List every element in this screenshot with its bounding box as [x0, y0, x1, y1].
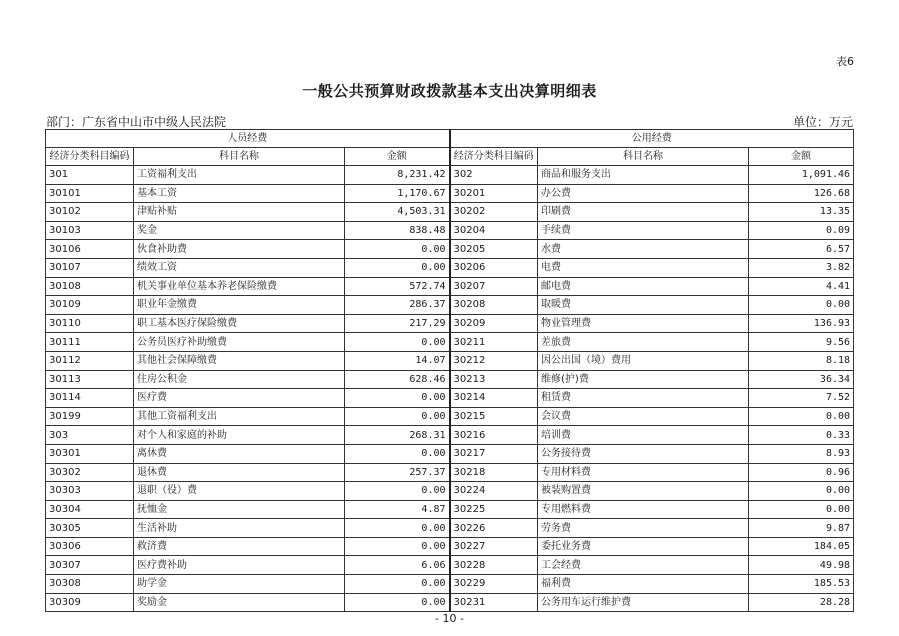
right-name-cell: 差旅费 — [538, 333, 749, 352]
left-amount-cell: 0.00 — [345, 407, 450, 426]
right-amount-cell: 0.33 — [749, 426, 854, 445]
left-name-cell: 公务员医疗补助缴费 — [134, 333, 345, 352]
table-row — [46, 500, 854, 519]
right-name-cell: 专用燃料费 — [538, 500, 749, 519]
right-name-cell: 公务接待费 — [538, 444, 749, 463]
left-amount-cell: 6.06 — [345, 556, 450, 575]
table-row — [46, 203, 854, 222]
left-amount-cell: 0.00 — [345, 258, 450, 277]
left-amount-cell: 572.74 — [345, 277, 450, 296]
page-number: - 10 - — [435, 612, 464, 625]
table-row — [46, 463, 854, 482]
left-name-cell: 医疗费补助 — [134, 556, 345, 575]
left-amount-cell: 1,170.67 — [345, 184, 450, 203]
left-code-cell: 30109 — [46, 296, 134, 315]
right-code-cell: 30214 — [450, 389, 538, 408]
left-name-cell: 助学金 — [134, 575, 345, 594]
left-amount-cell: 0.00 — [345, 537, 450, 556]
table-row — [46, 482, 854, 501]
right-code-cell: 30231 — [450, 593, 538, 612]
right-code-cell: 30228 — [450, 556, 538, 575]
right-code-cell: 30211 — [450, 333, 538, 352]
right-name-cell: 公务用车运行维护费 — [538, 593, 749, 612]
left-code-cell: 30308 — [46, 575, 134, 594]
right-name-cell: 印刷费 — [538, 203, 749, 222]
table-row — [46, 407, 854, 426]
left-name-cell: 机关事业单位基本养老保险缴费 — [134, 277, 345, 296]
right-amount-cell: 136.93 — [749, 314, 854, 333]
right-code-cell: 30201 — [450, 184, 538, 203]
left-name-cell: 其他社会保障缴费 — [134, 351, 345, 370]
right-amount-cell: 0.00 — [749, 500, 854, 519]
right-name-cell: 福利费 — [538, 575, 749, 594]
right-code-cell: 30218 — [450, 463, 538, 482]
left-code-cell: 30111 — [46, 333, 134, 352]
right-amount-cell: 36.34 — [749, 370, 854, 389]
left-name-cell: 工资福利支出 — [134, 166, 345, 185]
column-header-code: 经济分类科目编码 — [450, 148, 538, 166]
left-name-cell: 基本工资 — [134, 184, 345, 203]
left-code-cell: 30108 — [46, 277, 134, 296]
left-code-cell: 30309 — [46, 593, 134, 612]
right-amount-cell: 185.53 — [749, 575, 854, 594]
left-code-cell: 30101 — [46, 184, 134, 203]
right-code-cell: 30229 — [450, 575, 538, 594]
right-code-cell: 30205 — [450, 240, 538, 259]
table-row — [46, 444, 854, 463]
right-name-cell: 邮电费 — [538, 277, 749, 296]
column-header-name: 科目名称 — [134, 148, 345, 166]
left-name-cell: 生活补助 — [134, 519, 345, 538]
table-row — [46, 575, 854, 594]
left-amount-cell: 0.00 — [345, 519, 450, 538]
table-number-label: 表6 — [836, 55, 854, 68]
right-amount-cell: 4.41 — [749, 277, 854, 296]
right-amount-cell: 0.09 — [749, 221, 854, 240]
right-name-cell: 水费 — [538, 240, 749, 259]
left-amount-cell: 0.00 — [345, 333, 450, 352]
left-name-cell: 救济费 — [134, 537, 345, 556]
left-name-cell: 抚恤金 — [134, 500, 345, 519]
right-amount-cell: 0.00 — [749, 482, 854, 501]
right-code-cell: 30207 — [450, 277, 538, 296]
right-name-cell: 因公出国（境）费用 — [538, 351, 749, 370]
right-amount-cell: 9.56 — [749, 333, 854, 352]
right-code-cell: 302 — [450, 166, 538, 185]
column-header-amount: 金额 — [345, 148, 450, 166]
table-row — [46, 593, 854, 612]
right-code-cell: 30212 — [450, 351, 538, 370]
right-name-cell: 物业管理费 — [538, 314, 749, 333]
left-code-cell: 30304 — [46, 500, 134, 519]
table-row — [46, 240, 854, 259]
left-amount-cell: 4,503.31 — [345, 203, 450, 222]
left-code-cell: 30303 — [46, 482, 134, 501]
left-code-cell: 30301 — [46, 444, 134, 463]
left-name-cell: 职业年金缴费 — [134, 296, 345, 315]
table-row — [46, 296, 854, 315]
left-code-cell: 30306 — [46, 537, 134, 556]
page-title: 一般公共预算财政拨款基本支出决算明细表 — [302, 82, 597, 100]
table-row — [46, 519, 854, 538]
right-amount-cell: 126.68 — [749, 184, 854, 203]
right-amount-cell: 8.93 — [749, 444, 854, 463]
left-name-cell: 对个人和家庭的补助 — [134, 426, 345, 445]
table-row — [46, 184, 854, 203]
right-code-cell: 30206 — [450, 258, 538, 277]
left-amount-cell: 268.31 — [345, 426, 450, 445]
right-code-cell: 30216 — [450, 426, 538, 445]
right-amount-cell: 1,091.46 — [749, 166, 854, 185]
table-row — [46, 221, 854, 240]
table-row — [46, 351, 854, 370]
left-amount-cell: 257.37 — [345, 463, 450, 482]
left-name-cell: 职工基本医疗保险缴费 — [134, 314, 345, 333]
right-code-cell: 30208 — [450, 296, 538, 315]
table-row — [46, 389, 854, 408]
table-row — [46, 370, 854, 389]
left-code-cell: 30114 — [46, 389, 134, 408]
right-code-cell: 30217 — [450, 444, 538, 463]
column-header-code: 经济分类科目编码 — [46, 148, 134, 166]
department-label: 部门：广东省中山市中级人民法院 — [46, 115, 227, 129]
left-amount-cell: 0.00 — [345, 389, 450, 408]
left-name-cell: 其他工资福利支出 — [134, 407, 345, 426]
right-amount-cell: 9.87 — [749, 519, 854, 538]
right-amount-cell: 8.18 — [749, 351, 854, 370]
left-name-cell: 奖励金 — [134, 593, 345, 612]
right-name-cell: 培训费 — [538, 426, 749, 445]
right-name-cell: 被装购置费 — [538, 482, 749, 501]
left-name-cell: 退职（役）费 — [134, 482, 345, 501]
right-name-cell: 商品和服务支出 — [538, 166, 749, 185]
right-amount-cell: 0.96 — [749, 463, 854, 482]
unit-label: 单位：万元 — [792, 115, 853, 129]
table-row — [46, 333, 854, 352]
column-header-name: 科目名称 — [538, 148, 749, 166]
public-expense-header: 公用经费 — [450, 130, 854, 148]
table-row — [46, 426, 854, 445]
left-amount-cell: 0.00 — [345, 593, 450, 612]
right-name-cell: 取暖费 — [538, 296, 749, 315]
left-name-cell: 离休费 — [134, 444, 345, 463]
left-code-cell: 30102 — [46, 203, 134, 222]
right-name-cell: 办公费 — [538, 184, 749, 203]
table-row — [46, 314, 854, 333]
left-code-cell: 30112 — [46, 351, 134, 370]
budget-detail-table — [45, 129, 854, 612]
right-amount-cell: 7.52 — [749, 389, 854, 408]
personnel-expense-header: 人员经费 — [46, 130, 450, 148]
left-code-cell: 301 — [46, 166, 134, 185]
right-amount-cell: 6.57 — [749, 240, 854, 259]
left-amount-cell: 0.00 — [345, 482, 450, 501]
table-row — [46, 166, 854, 185]
left-code-cell: 30107 — [46, 258, 134, 277]
right-name-cell: 专用材料费 — [538, 463, 749, 482]
column-header-row — [46, 148, 854, 166]
left-amount-cell: 4.87 — [345, 500, 450, 519]
left-amount-cell: 286.37 — [345, 296, 450, 315]
right-name-cell: 维修(护)费 — [538, 370, 749, 389]
right-name-cell: 委托业务费 — [538, 537, 749, 556]
left-name-cell: 住房公积金 — [134, 370, 345, 389]
left-amount-cell: 0.00 — [345, 575, 450, 594]
column-header-amount: 金额 — [749, 148, 854, 166]
right-amount-cell: 3.82 — [749, 258, 854, 277]
left-name-cell: 伙食补助费 — [134, 240, 345, 259]
right-name-cell: 电费 — [538, 258, 749, 277]
left-code-cell: 30302 — [46, 463, 134, 482]
right-amount-cell: 0.00 — [749, 407, 854, 426]
left-code-cell: 30307 — [46, 556, 134, 575]
right-amount-cell: 28.28 — [749, 593, 854, 612]
left-amount-cell: 838.48 — [345, 221, 450, 240]
right-code-cell: 30215 — [450, 407, 538, 426]
table-row — [46, 556, 854, 575]
left-name-cell: 津贴补贴 — [134, 203, 345, 222]
right-code-cell: 30225 — [450, 500, 538, 519]
left-name-cell: 绩效工资 — [134, 258, 345, 277]
right-code-cell: 30209 — [450, 314, 538, 333]
left-code-cell: 30110 — [46, 314, 134, 333]
left-code-cell: 30113 — [46, 370, 134, 389]
table-row — [46, 277, 854, 296]
table-row — [46, 537, 854, 556]
right-code-cell: 30227 — [450, 537, 538, 556]
right-code-cell: 30226 — [450, 519, 538, 538]
left-amount-cell: 217.29 — [345, 314, 450, 333]
group-header-row — [46, 130, 854, 148]
right-name-cell: 劳务费 — [538, 519, 749, 538]
left-name-cell: 退休费 — [134, 463, 345, 482]
left-amount-cell: 14.07 — [345, 351, 450, 370]
left-code-cell: 30305 — [46, 519, 134, 538]
left-amount-cell: 8,231.42 — [345, 166, 450, 185]
right-code-cell: 30224 — [450, 482, 538, 501]
table-row — [46, 258, 854, 277]
left-code-cell: 30103 — [46, 221, 134, 240]
left-code-cell: 303 — [46, 426, 134, 445]
right-code-cell: 30202 — [450, 203, 538, 222]
right-name-cell: 工会经费 — [538, 556, 749, 575]
left-amount-cell: 628.46 — [345, 370, 450, 389]
left-amount-cell: 0.00 — [345, 240, 450, 259]
right-amount-cell: 49.98 — [749, 556, 854, 575]
left-amount-cell: 0.00 — [345, 444, 450, 463]
right-name-cell: 租赁费 — [538, 389, 749, 408]
left-name-cell: 奖金 — [134, 221, 345, 240]
left-code-cell: 30106 — [46, 240, 134, 259]
right-name-cell: 会议费 — [538, 407, 749, 426]
left-code-cell: 30199 — [46, 407, 134, 426]
left-name-cell: 医疗费 — [134, 389, 345, 408]
right-amount-cell: 184.05 — [749, 537, 854, 556]
right-amount-cell: 0.00 — [749, 296, 854, 315]
right-name-cell: 手续费 — [538, 221, 749, 240]
right-amount-cell: 13.35 — [749, 203, 854, 222]
right-code-cell: 30213 — [450, 370, 538, 389]
right-code-cell: 30204 — [450, 221, 538, 240]
